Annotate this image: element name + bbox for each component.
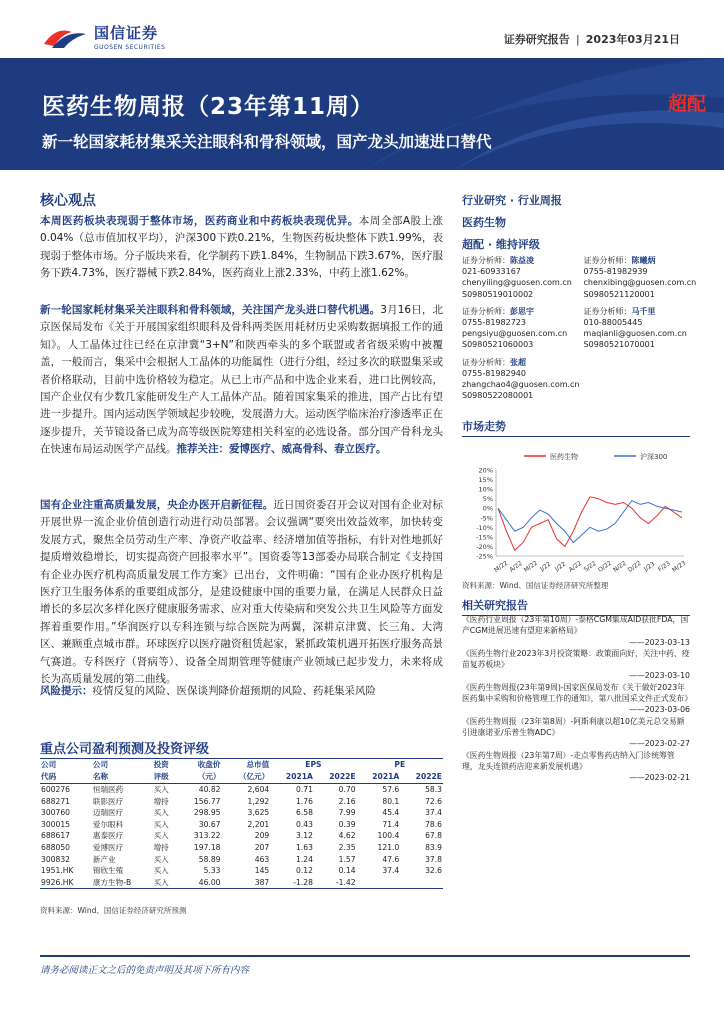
table-cell: 387 <box>222 877 271 889</box>
market-trend-svg <box>462 448 690 578</box>
related-report[interactable]: 《医药生物周报（23年第7周）-走点零售药店纳入门诊统筹管理，龙头连锁药店迎来新发展机遇》 ——2023-02-21 <box>462 750 690 783</box>
table-cell: 爱尔眼科 <box>92 819 124 829</box>
industry: 医药生物 <box>462 216 506 229</box>
legend-label: 医药生物 <box>550 453 578 461</box>
table-cell: 2.16 <box>338 796 356 806</box>
chart-source: 资料来源：Wind、国信证券经济研究所整理 <box>462 581 609 590</box>
report-date: 2023年03月21日 <box>585 33 680 46</box>
table-cell: 45.4 <box>382 808 400 818</box>
table-cell: 32.6 <box>425 866 442 876</box>
table-cell: 买入 <box>153 877 179 889</box>
table-cell: 惠泰医疗 <box>92 831 124 841</box>
table-cell: 1.63 <box>296 842 313 852</box>
table-cell: 1.76 <box>296 796 313 806</box>
table-cell: 迈瑞医疗 <box>92 808 124 818</box>
earnings-forecast-table <box>40 758 443 889</box>
table-row <box>40 784 443 796</box>
table-cell: 买入 <box>153 854 169 864</box>
y-tick-label: -25% <box>476 552 493 561</box>
table-cell: -1.28 <box>270 877 314 889</box>
related-report[interactable]: 《医药行业周报（23年第10周）-泰格CGM集成AID获批FDA，国产CGM进展迅速有望迎来新格局》 ——2023-03-13 <box>462 615 690 647</box>
category: 行业研究 · 行业周报 <box>462 194 562 207</box>
table-cell: 156.77 <box>193 796 221 806</box>
footer-divider <box>40 955 690 957</box>
table-row <box>40 865 443 877</box>
report-type: 证券研究报告 <box>503 33 570 46</box>
x-tick-label: M/22 <box>493 559 510 574</box>
table-cell: 2,201 <box>247 819 270 829</box>
table-cell: 新产业 <box>92 854 116 864</box>
table-cell: 0.70 <box>338 785 356 794</box>
table-cell: 1.57 <box>338 854 356 864</box>
table-cell: 58.89 <box>198 854 221 864</box>
table-cell: 37.4 <box>425 808 442 818</box>
table-row <box>40 842 443 854</box>
related-title: 相关研究报告 <box>462 597 690 616</box>
logo-name: 国信证券 <box>94 24 159 42</box>
analyst-card: 证券分析师：陈曦炳 0755-81982939 chenxibing@guosen.com.cn S0980521120001 <box>583 256 697 299</box>
table-cell: 增持 <box>153 796 169 806</box>
paragraph-soe: 国有企业注重高质量发展，央企办医开启新征程。近日国资委召开会议对国有企业对标开展世界一流企业价值创造行动进行动员部署。会议强调“要突出效益效率，加快转变发展方式，聚焦全员劳动生产率、净资产收益率、经济增加值等指标，有针对性地抓好提质增效稳增长，切实提高资产回报率水平”。国资委等13部委办局联合制定《支持国有企业办医疗机构高质量发展工作方案》已出台，文件明确：“国有企业办医疗机构是医疗卫生服务体系的重要组成部分，是建设健康中国的重要力量，在满足人民群众日益增长的多层次多样化医疗健康服务需求、应对重大传染病和突发公共卫生风险等方面发挥着重要作用。”华润医疗以专科连锁与综合医院为两翼，深耕京津冀、长三角、大湾区、兼顾重点城市群。环球医疗以医疗融资租赁起家，紧抓政策机遇开拓医疗服务高景气赛道。专科医疗（肾病等）、设备全周期管理等健康产业领域已起步发力，未来将成长为高质量发展的第二曲线。 <box>40 499 444 686</box>
x-tick-label: A/22 <box>567 559 583 574</box>
y-tick-label: -20% <box>476 542 493 551</box>
table-cell: 1951.HK <box>41 866 74 876</box>
table-cell: 600276 <box>41 785 70 794</box>
table-cell: 买入 <box>153 785 169 794</box>
table-cell: 145 <box>254 866 270 876</box>
report-subtitle: 新一轮国家耗材集采关注眼科和骨科领域，国产龙头加速进口替代 <box>42 133 492 151</box>
table-cell: -1.42 <box>314 877 357 889</box>
table-row <box>40 819 443 831</box>
x-tick-label: S/22 <box>582 560 598 574</box>
rating-tag: 超配 <box>667 93 706 115</box>
rating: 超配 · 维持评级 <box>462 238 540 251</box>
core-section-title: 核心观点 <box>40 193 96 209</box>
series-line <box>498 501 682 543</box>
report-title: 医药生物周报（23年第11周） <box>42 94 375 120</box>
table-cell: 197.18 <box>193 842 221 852</box>
paragraph-procurement: 新一轮国家耗材集采关注眼科和骨科领域，关注国产龙头进口替代机遇。3月16日，北京医保局发布《关于开展国家组织眼科及骨科两类医用耗材历史采购数据填报工作的通知》。人工晶体过往已经在京津冀“3+N”和陕西牵头的多个联盟或者省级采购中被覆盖，一般而言，集采中会根据人工晶体的功能属性（进行分组，经过多次的联盟集采或者价格联动，目前中选价格较为稳定。从已上市产品和中选企业来看，进口比例较高，国产企业仅有少数几家能研发生产人工晶体产品。随着国家集采的推进，国产占比有望进一步提升。国内运动医学领域起步较晚，发展潜力大。运动医学临床治疗渗透率正在逐步提升，关节镜设备已成为高等级医院筹建相关科室的必选设备。部分国产骨科龙头在快速布局运动医学产品线。推荐关注：爱博医疗、威高骨科、春立医疗。 <box>40 304 444 456</box>
risk-warning: 风险提示：疫情反复的风险、医保谈判降价超预期的风险、药耗集采风险 <box>40 685 376 697</box>
table-cell: 80.1 <box>382 796 400 806</box>
table-cell: 联影医疗 <box>92 796 124 806</box>
related-report[interactable]: 《医药生物周报（23年第8周）-阿斯利康以超10亿美元总交易额引进康诺亚/乐普生物ADC》 ——2023-02-27 <box>462 716 690 749</box>
x-tick-label: J/22 <box>553 560 568 573</box>
table-cell: 0.39 <box>338 819 356 829</box>
analyst-list <box>462 255 697 401</box>
table-cell: 40.82 <box>198 785 221 794</box>
table-cell: 58.3 <box>425 785 442 794</box>
table-cell: 300832 <box>41 854 70 864</box>
y-tick-label: 20% <box>478 466 493 475</box>
table-cell: 恒瑞医药 <box>92 785 124 794</box>
table-row <box>40 807 443 819</box>
x-tick-label: F/23 <box>656 560 672 574</box>
table-cell: 313.22 <box>193 831 221 841</box>
table-cell <box>400 877 443 889</box>
table-cell: 7.99 <box>338 808 356 818</box>
table-row <box>40 830 443 842</box>
analyst-card: 证券分析师：马千里 010-88005445 maqianli@guosen.com.cn S0980521070001 <box>583 306 687 350</box>
table-cell: 1,292 <box>247 796 270 806</box>
logo <box>42 22 165 51</box>
y-tick-label: -5% <box>480 514 493 523</box>
table-cell: 46.00 <box>178 877 221 889</box>
y-tick-label: -15% <box>476 533 493 542</box>
table-cell: 688617 <box>41 831 70 841</box>
table-cell: 30.67 <box>198 819 221 829</box>
table-cell: 0.12 <box>296 866 313 876</box>
table-cell: 买入 <box>153 808 169 818</box>
table-cell: 71.4 <box>382 819 400 829</box>
table-cell: 9926.HK <box>40 877 92 889</box>
x-tick-label: M/23 <box>671 559 688 574</box>
table-cell: 209 <box>254 831 270 841</box>
related-report[interactable]: 《医药生物行业2023年3月投资策略：政策面向好，关注中药、疫苗复苏板块》 ——2023-03-10 <box>462 648 690 681</box>
paragraph-market: 本周医药板块表现弱于整体市场，医药商业和中药板块表现优异。本周全部A股上涨0.04%（总市值加权平均），沪深300下跌0.21%，生物医药板块整体下跌1.99%，表现弱于整体市场。分子版块来看，化学制药下跌1.84%，生物制品下跌3.67%，医疗服务下跌4.73%，医疗器械下跌2.84%，医药商业上涨2.33%，中药上涨1.62%。 <box>40 215 444 280</box>
table-cell: 锦欣生殖 <box>92 866 124 876</box>
legend-label: 沪深300 <box>640 453 668 461</box>
disclaimer: 请务必阅读正文之后的免责声明及其项下所有内容 <box>40 965 250 976</box>
y-tick-label: 15% <box>478 476 493 485</box>
table-cell: 4.62 <box>338 831 356 841</box>
table-cell: 300760 <box>41 808 70 818</box>
table-cell: 300015 <box>41 819 70 829</box>
x-tick-label: D/22 <box>626 559 643 574</box>
table-header-row: 公司 公司 投资 收盘价 总市值 EPS PE <box>40 759 443 772</box>
analyst-card: 证券分析师：陈益凌 021-60933167 chenyiling@guosen.com.cn S0980519010002 <box>462 256 572 299</box>
title-banner <box>0 58 724 170</box>
y-tick-label: 10% <box>478 485 493 494</box>
table-cell: 0.43 <box>296 819 313 829</box>
table-cell: 688050 <box>41 842 70 852</box>
table-cell: 2.35 <box>338 842 356 852</box>
market-trend-chart <box>462 448 690 578</box>
logo-english: GUOSEN SECURITIES <box>94 44 166 51</box>
table-cell: 100.4 <box>377 831 400 841</box>
table-cell: 0.71 <box>296 785 313 794</box>
x-tick-label: A/22 <box>508 559 524 574</box>
table-cell: 爱博医疗 <box>92 842 124 852</box>
table-cell: 买入 <box>153 819 169 829</box>
table-cell: 688271 <box>41 796 70 806</box>
table-row <box>40 854 443 866</box>
table-cell: 增持 <box>153 842 169 852</box>
table-cell: 67.8 <box>425 831 442 841</box>
table-cell: 463 <box>254 854 270 864</box>
table-cell: 2,604 <box>247 785 270 794</box>
table-title: 重点公司盈利预测及投资评级 <box>40 742 210 757</box>
table-source: 资料来源：Wind、国信证券经济研究所预测 <box>40 906 187 915</box>
y-tick-label: 0% <box>482 504 493 513</box>
table-row <box>40 796 443 808</box>
table-cell: 47.6 <box>382 854 400 864</box>
table-cell: 3,625 <box>247 808 270 818</box>
table-cell: 买入 <box>153 866 169 876</box>
table-cell: 83.9 <box>425 842 442 852</box>
analyst-card: 证券分析师：张超 0755-81982940 zhangchao4@guosen.com.cn S0980522080001 <box>462 357 580 401</box>
table-cell: 298.95 <box>193 808 221 818</box>
table-header-row: 代码 名称 评级 （元） （亿元） 2021A 2022E 2021A 2022E <box>40 771 443 784</box>
table-cell: 康方生物-B <box>92 877 153 889</box>
report-meta <box>504 31 680 47</box>
table-cell: 78.6 <box>425 819 442 829</box>
table-cell: 1.24 <box>296 854 313 864</box>
table-cell: 买入 <box>153 831 169 841</box>
guosen-logo-icon <box>42 24 88 50</box>
table-cell: 5.33 <box>203 866 221 876</box>
table-cell: 57.6 <box>382 785 400 794</box>
table-cell: 37.8 <box>425 854 442 864</box>
x-tick-label: M/22 <box>522 559 539 574</box>
market-trend-title: 市场走势 <box>462 418 690 437</box>
table-cell: 207 <box>254 842 270 852</box>
x-tick-label: J/22 <box>538 560 553 573</box>
table-cell: 121.0 <box>377 842 400 852</box>
table-cell: 3.12 <box>296 831 313 841</box>
related-list <box>462 614 693 783</box>
table-cell: 0.14 <box>338 866 356 876</box>
table-cell <box>357 877 401 889</box>
table-cell: 37.4 <box>382 866 400 876</box>
divider: | <box>575 33 580 46</box>
table-cell: 6.58 <box>296 808 313 818</box>
x-tick-label: J/23 <box>642 560 657 573</box>
y-tick-label: 5% <box>482 495 493 504</box>
y-tick-label: -10% <box>476 523 493 532</box>
table-row <box>40 877 443 889</box>
related-report[interactable]: 《医药生物周报(23年第9周)-国家医保局发布《关于做好2023年医药集中采购和价格管理工作的通知》，第八批国采文件正式发布》 ——2023-03-06 <box>462 682 693 715</box>
analyst-card: 证券分析师：彭思宇 0755-81982723 pengsiyu@guosen.com.cn S0980521060003 <box>462 306 568 350</box>
x-tick-label: N/22 <box>612 559 628 574</box>
x-tick-label: O/22 <box>597 559 613 574</box>
table-cell: 72.6 <box>425 796 442 806</box>
